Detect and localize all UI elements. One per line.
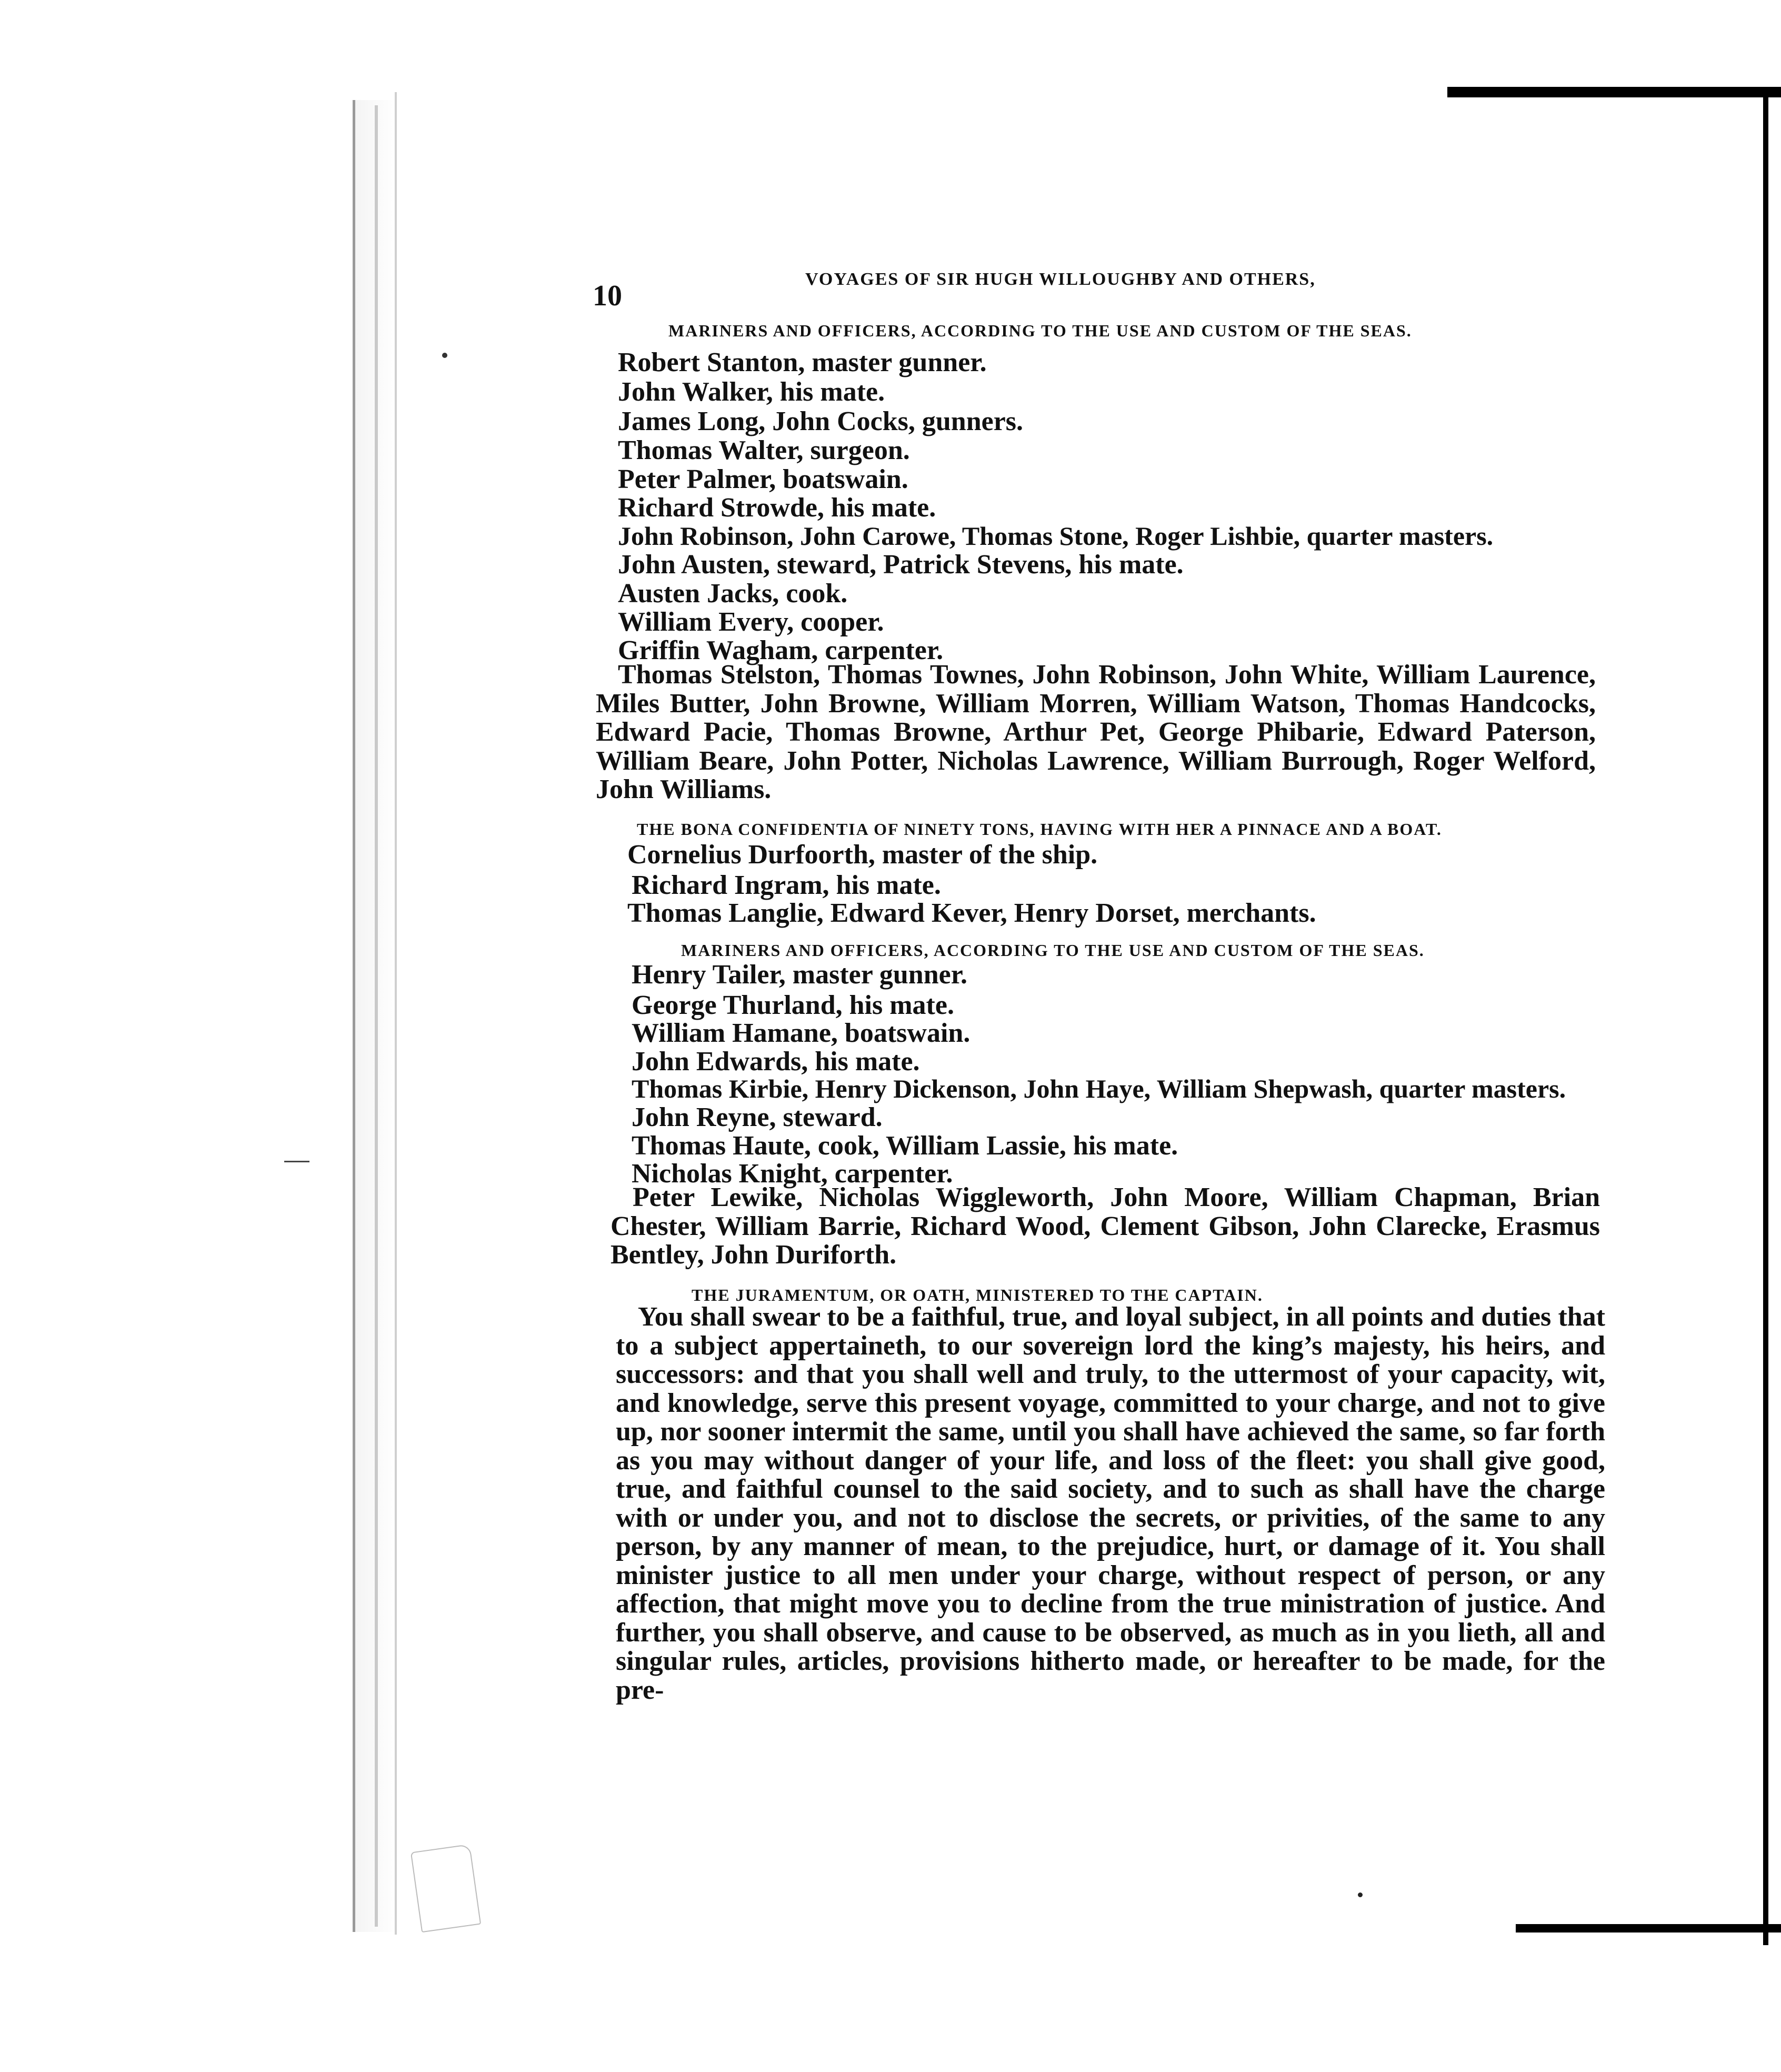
list-line: Richard Ingram, his mate. (632, 870, 941, 900)
list-line: Thomas Haute, cook, William Lassie, his mate. (632, 1131, 1178, 1161)
list-line: Cornelius Durfoorth, master of the ship. (627, 840, 1098, 870)
running-head: VOYAGES OF SIR HUGH WILLOUGHBY AND OTHERS, (805, 270, 1316, 289)
crew-paragraph: Peter Lewike, Nicholas Wiggleworth, John Moore, William Chapman, Brian Chester, William Barrie, Richard Wood, Clement Gibson, John Clarecke, Erasmus Bentley, John Duriforth. (611, 1182, 1600, 1270)
list-line: Thomas Langlie, Edward Kever, Henry Dorset, merchants. (627, 898, 1316, 928)
list-line: John Reyne, steward. (632, 1102, 883, 1132)
list-line: Austen Jacks, cook. (618, 579, 848, 609)
list-line: Peter Palmer, boatswain. (618, 464, 908, 494)
list-line: George Thurland, his mate. (632, 990, 954, 1020)
list-line: William Hamane, boatswain. (632, 1018, 970, 1048)
list-line: James Long, John Cocks, gunners. (618, 406, 1024, 436)
list-line: Thomas Walter, surgeon. (618, 435, 910, 465)
list-line: William Every, cooper. (618, 607, 884, 637)
page-number: 10 (593, 280, 622, 312)
list-line: Thomas Kirbie, Henry Dickenson, John Haye, William Shepwash, quarter masters. (632, 1074, 1566, 1103)
list-line: John Austen, steward, Patrick Stevens, his mate. (618, 550, 1184, 580)
list-line: Robert Stanton, master gunner. (618, 347, 987, 377)
list-line: Richard Strowde, his mate. (618, 493, 936, 523)
crew-paragraph: Thomas Stelston, Thomas Townes, John Robinson, John White, William Laurence, Miles Butter, John Browne, William Morren, William Watson, Thomas Handcocks, Edward Pacie, Thomas Browne, Arthur Pet, George Phibarie, Edward Paterson, William Beare, John Potter, Nicholas Lawrence, William Burrough, Roger Welford, John Williams. (596, 660, 1596, 804)
list-line: John Edwards, his mate. (632, 1047, 920, 1077)
section-heading: MARINERS AND OFFICERS, ACCORDING TO THE USE AND CUSTOM OF THE SEAS. (668, 321, 1412, 340)
list-line: Griffin Wagham, carpenter. (618, 635, 944, 665)
section-heading: THE BONA CONFIDENTIA OF NINETY TONS, HAVING WITH HER A PINNACE AND A BOAT. (637, 820, 1442, 839)
section-heading: THE JURAMENTUM, OR OATH, MINISTERED TO THE CAPTAIN. (692, 1286, 1263, 1304)
list-line: John Walker, his mate. (618, 377, 885, 407)
oath-paragraph: You shall swear to be a faithful, true, and loyal subject, in all points and duties that to a subject appertaineth, to our sovereign lord the king’s majesty, his heirs, and successors: and that you shall well and truly, to the uttermost of your capacity, wit, and knowledge, serve this present voyage, committed to your charge, and not to give up, nor sooner intermit the same, until you shall have achieved the same, so far forth as you may without danger of your life, and loss of the fleet: you shall give good, true, and faithful counsel to the said society, and to such as shall have the charge with or under you, and not to disclose the secrets, or privities, of the same to any person, by any manner of mean, to the prejudice, hurt, or damage of it. You shall minister justice to all men under your charge, without respect of person, or any affection, that might move you to decline from the true ministration of justice. And further, you shall observe, and cause to be observed, as much as in you lieth, all and singular rules, articles, provisions hitherto made, or hereafter to be made, for the pre- (616, 1302, 1605, 1705)
section-heading: MARINERS AND OFFICERS, ACCORDING TO THE USE AND CUSTOM OF THE SEAS. (681, 941, 1425, 960)
list-line: Henry Tailer, master gunner. (632, 960, 968, 990)
list-line: John Robinson, John Carowe, Thomas Stone, Roger Lishbie, quarter masters. (618, 521, 1494, 551)
list-line: Nicholas Knight, carpenter. (632, 1159, 953, 1189)
